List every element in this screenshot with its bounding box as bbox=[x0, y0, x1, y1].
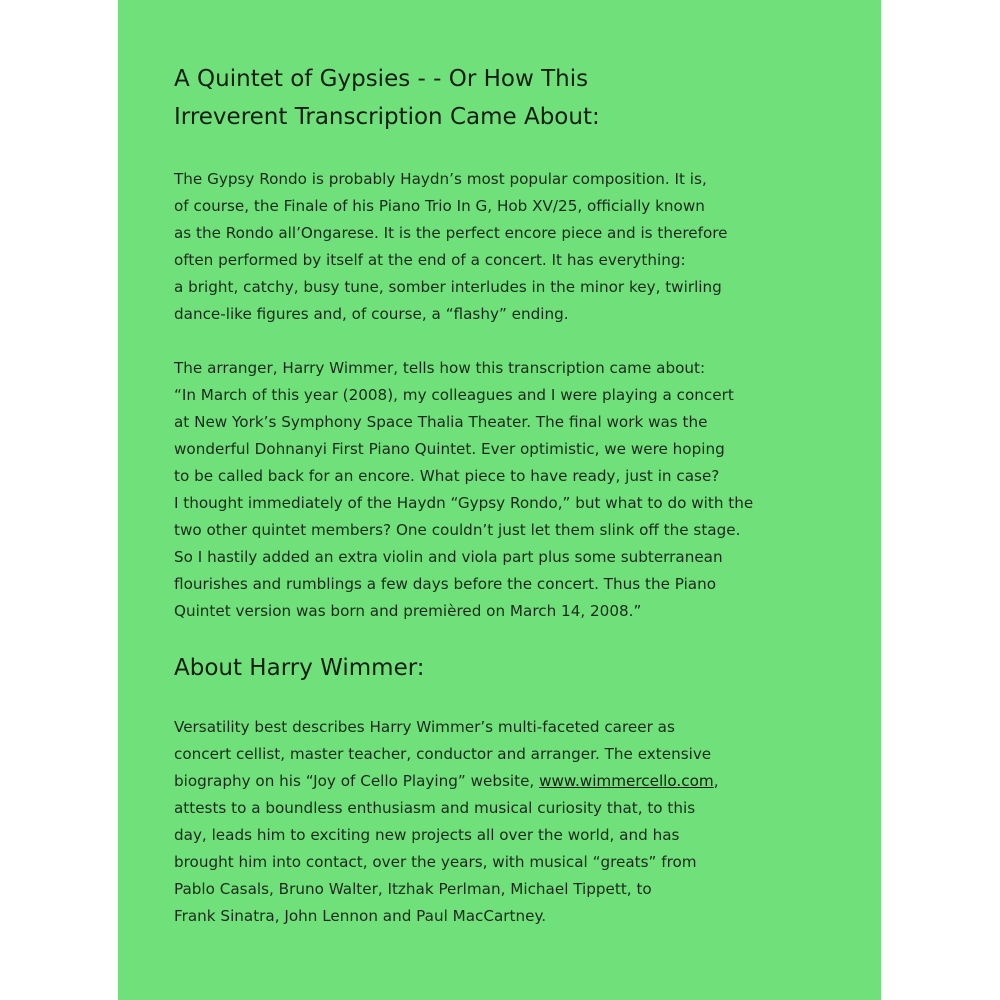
text-line: concert cellist, master teacher, conductor and arranger. The extensive bbox=[174, 745, 712, 763]
about-heading: About Harry Wimmer: bbox=[174, 655, 425, 681]
page-title bbox=[174, 60, 864, 136]
title-line: A Quintet of Gypsies - - Or How This bbox=[174, 66, 589, 92]
title-line: Irreverent Transcription Came About: bbox=[174, 104, 600, 130]
text-line: flourishes and rumblings a few days before the concert. Thus the Piano bbox=[174, 575, 717, 593]
text-line: a bright, catchy, busy tune, somber interludes in the minor key, twirling bbox=[174, 278, 722, 296]
bio-paragraph bbox=[174, 714, 864, 930]
text-line: Versatility best describes Harry Wimmer’s multi-faceted career as bbox=[174, 718, 675, 736]
text-line: So I hastily added an extra violin and viola part plus some subterranean bbox=[174, 548, 723, 566]
website-link[interactable]: www.wimmercello.com bbox=[539, 772, 714, 790]
text-line: wonderful Dohnanyi First Piano Quintet. Ever optimistic, we were hoping bbox=[174, 440, 725, 458]
text-line: day, leads him to exciting new projects all over the world, and has bbox=[174, 826, 680, 844]
page-content bbox=[174, 60, 864, 930]
text-fragment: , bbox=[713, 772, 719, 790]
text-line: at New York’s Symphony Space Thalia Theater. The final work was the bbox=[174, 413, 708, 431]
text-line: to be called back for an encore. What piece to have ready, just in case? bbox=[174, 467, 720, 485]
text-line: often performed by itself at the end of a concert. It has everything: bbox=[174, 251, 686, 269]
text-line: brought him into contact, over the years, with musical “greats” from bbox=[174, 853, 697, 871]
text-line: The arranger, Harry Wimmer, tells how this transcription came about: bbox=[174, 359, 706, 377]
text-line: as the Rondo all’Ongarese. It is the perfect encore piece and is therefore bbox=[174, 224, 728, 242]
story-paragraph bbox=[174, 355, 864, 625]
text-line: Pablo Casals, Bruno Walter, Itzhak Perlman, Michael Tippett, to bbox=[174, 880, 652, 898]
text-fragment: biography on his “Joy of Cello Playing” website, bbox=[174, 772, 540, 790]
intro-paragraph bbox=[174, 166, 864, 328]
text-line: Frank Sinatra, John Lennon and Paul MacCartney. bbox=[174, 907, 547, 925]
text-line: two other quintet members? One couldn’t just let them slink off the stage. bbox=[174, 521, 741, 539]
text-line: I thought immediately of the Haydn “Gypsy Rondo,” but what to do with the bbox=[174, 494, 754, 512]
text-line: of course, the Finale of his Piano Trio In G, Hob XV/25, officially known bbox=[174, 197, 705, 215]
text-line-with-link bbox=[174, 768, 864, 795]
text-line: The Gypsy Rondo is probably Haydn’s most popular composition. It is, bbox=[174, 170, 707, 188]
text-line: Quintet version was born and premièred on March 14, 2008.” bbox=[174, 602, 642, 620]
text-line: dance-like figures and, of course, a “flashy” ending. bbox=[174, 305, 569, 323]
document-page bbox=[118, 0, 881, 1000]
text-line: “In March of this year (2008), my colleagues and I were playing a concert bbox=[174, 386, 734, 404]
text-line: attests to a boundless enthusiasm and musical curiosity that, to this bbox=[174, 799, 696, 817]
